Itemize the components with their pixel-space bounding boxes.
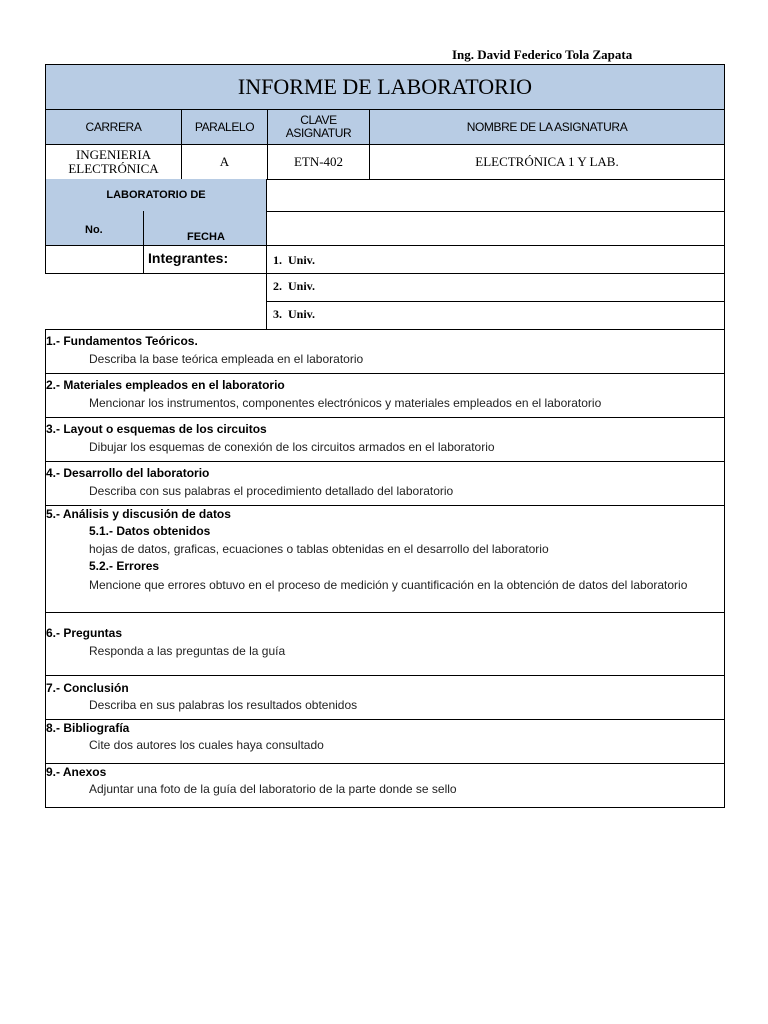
laboratorio-de-label-cell (45, 179, 267, 212)
laboratorio-de-value[interactable] (266, 179, 725, 212)
header-nombre: NOMBRE DE LA ASIGNATURA (369, 110, 724, 144)
section-1-title: 1.- Fundamentos Teóricos. (46, 334, 198, 348)
author-name: Ing. David Federico Tola Zapata (452, 47, 633, 62)
fecha-label: FECHA (187, 231, 225, 243)
section-1-desc: Describa la base teórica empleada en el laboratorio (89, 352, 364, 366)
section-desarrollo (45, 461, 725, 506)
value-nombre: ELECTRÓNICA 1 Y LAB. (369, 144, 724, 179)
laboratorio-de-label: LABORATORIO DE (106, 189, 206, 201)
no-value[interactable] (45, 245, 144, 274)
integrante-1[interactable] (266, 245, 725, 274)
section-5-1-title: 5.1.- Datos obtenidos (89, 524, 211, 538)
header-clave: CLAVE ASIGNATUR (267, 110, 369, 144)
section-conclusion (45, 675, 725, 720)
value-paralelo: A (181, 144, 267, 179)
no-label: No. (85, 224, 103, 236)
integrante-3-label: 3. Univ. (273, 307, 316, 321)
header-paralelo: PARALELO (181, 110, 267, 144)
integrante-2[interactable] (266, 273, 725, 302)
section-materiales (45, 373, 725, 418)
section-3-title: 3.- Layout o esquemas de los circuitos (46, 422, 267, 436)
fecha-label-cell (143, 211, 267, 246)
integrante-2-label: 2. Univ. (273, 279, 316, 293)
section-4-title: 4.- Desarrollo del laboratorio (46, 466, 210, 480)
section-8-desc: Cite dos autores los cuales haya consultado (89, 738, 324, 752)
value-clave: ETN-402 (267, 144, 369, 179)
section-bibliografia (45, 719, 725, 764)
section-5-title: 5.- Análisis y discusión de datos (46, 507, 231, 521)
integrantes-label-cell (143, 245, 267, 274)
section-8-title: 8.- Bibliografía (46, 721, 130, 735)
section-2-title: 2.- Materiales empleados en el laboratorio (46, 378, 285, 392)
section-anexos (45, 763, 725, 808)
section-5-2-desc: Mencione que errores obtuvo en el proceso de medición y cuantificación en la obtención de datos del laboratorio (89, 578, 688, 592)
section-4-desc: Describa con sus palabras el procedimiento detallado del laboratorio (89, 484, 454, 498)
section-2-desc: Mencionar los instrumentos, componentes electrónicos y materiales empleados en el laboratorio (89, 396, 602, 410)
no-label-cell (45, 211, 144, 246)
section-6-title: 6.- Preguntas (46, 626, 123, 640)
integrantes-label: Integrantes: (148, 250, 229, 266)
section-7-title: 7.- Conclusión (46, 681, 129, 695)
integrante-3[interactable] (266, 301, 725, 330)
fecha-value[interactable] (266, 211, 725, 246)
section-7-desc: Describa en sus palabras los resultados obtenidos (89, 698, 358, 712)
section-5-2-title: 5.2.- Errores (89, 559, 160, 573)
integrante-1-label: 1. Univ. (273, 253, 316, 267)
value-carrera: INGENIERIA ELECTRÓNICA (68, 146, 159, 176)
section-analisis (45, 505, 725, 613)
section-6-desc: Responda a las preguntas de la guía (89, 644, 286, 658)
section-5-1-desc: hojas de datos, graficas, ecuaciones o tablas obtenidas en el desarrollo del laboratorio (89, 542, 549, 556)
section-9-title: 9.- Anexos (46, 765, 107, 779)
report-title: INFORME DE LABORATORIO (45, 64, 725, 110)
section-layout (45, 417, 725, 462)
section-preguntas (45, 612, 725, 676)
values-row (45, 144, 725, 180)
section-9-desc: Adjuntar una foto de la guía del laboratorio de la parte donde se sello (89, 782, 457, 796)
header-row (45, 109, 725, 145)
section-fundamentos (45, 329, 725, 374)
header-carrera: CARRERA (85, 119, 142, 134)
section-3-desc: Dibujar los esquemas de conexión de los circuitos armados en el laboratorio (89, 440, 495, 454)
